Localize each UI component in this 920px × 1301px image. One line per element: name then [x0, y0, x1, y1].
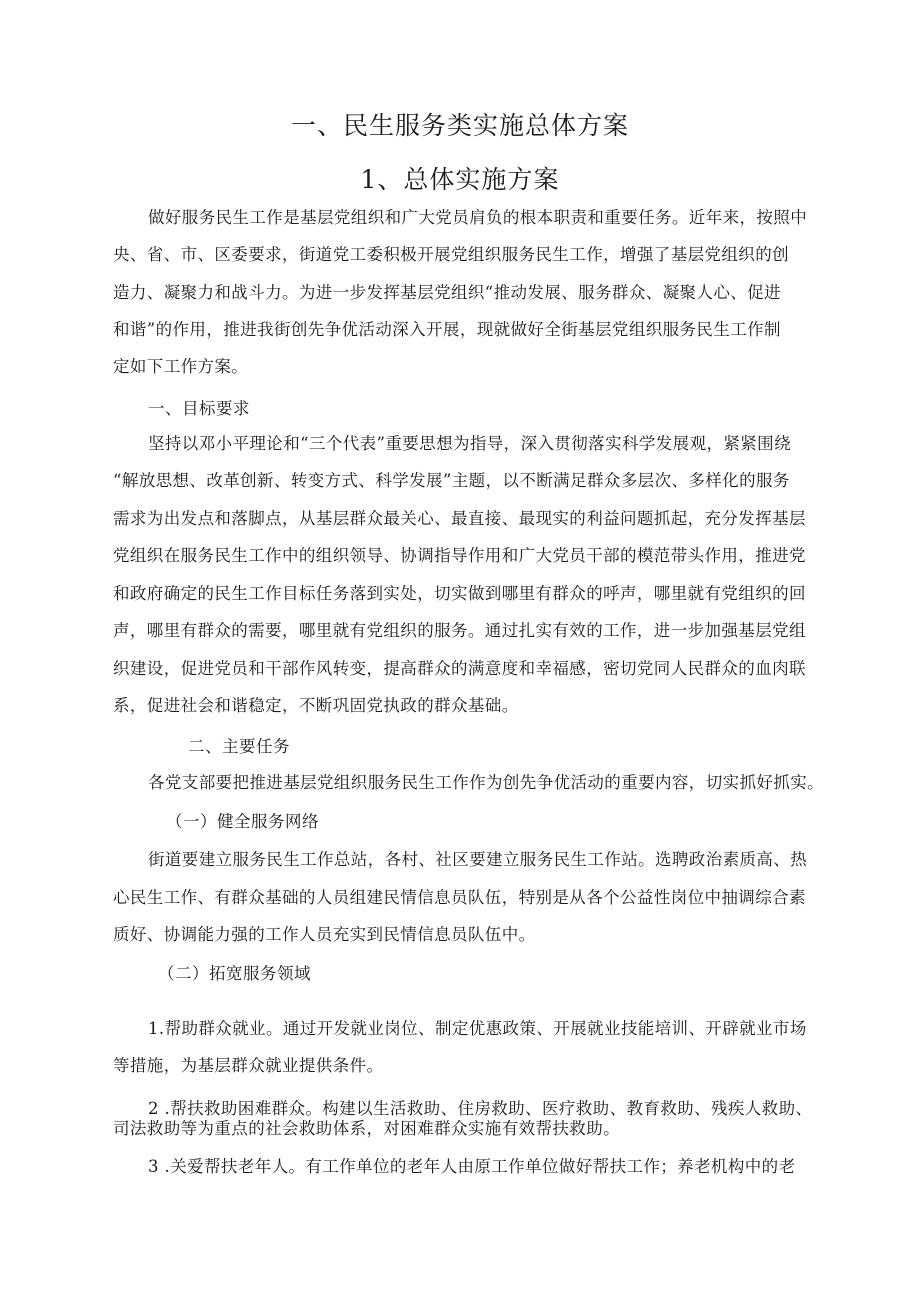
list-item-line: 2 .帮扶救助困难群众。构建以生活救助、住房救助、医疗救助、教育救助、残疾人救助、: [148, 1099, 813, 1118]
paragraph-line: 坚持以邓小平理论和“三个代表”重要思想为指导，深入贯彻落实科学发展观，紧紧围绕: [148, 434, 791, 453]
section-heading: 一、目标要求: [148, 399, 250, 418]
paragraph-line: 声，哪里有群众的需要，哪里就有党组织的服务。通过扎实有效的工作，进一步加强基层党组: [113, 621, 806, 640]
list-item-line: 3 .关爱帮扶老年人。有工作单位的老年人由原工作单位做好帮扶工作；养老机构中的老: [148, 1157, 796, 1176]
intro-line: 定如下工作方案。: [113, 357, 249, 376]
intro-line: 造力、凝聚力和战斗力。为进一步发挥基层党组织“推动发展、服务群众、凝聚人心、促进: [113, 283, 781, 302]
document-subtitle: 1、总体实施方案: [360, 165, 560, 194]
paragraph-line: 党组织在服务民生工作中的组织领导、协调指导作用和广大党员干部的模范带头作用，推进党: [113, 546, 806, 565]
document-title: 一、民生服务类实施总体方案: [290, 111, 629, 140]
paragraph-line: 需求为出发点和落脚点，从基层群众最关心、最直接、最现实的利益问题抓起，充分发挥基层: [113, 509, 806, 528]
paragraph-line: 系，促进社会和谐稳定，不断巩固党执政的群众基础。: [113, 696, 519, 715]
section-heading: 二、主要任务: [188, 737, 290, 756]
paragraph-line: 街道要建立服务民生工作总站，各村、社区要建立服务民生工作站。选聘政治素质高、热: [148, 850, 808, 869]
subsection-heading: （一）健全服务网络: [166, 812, 319, 831]
paragraph-line: “解放思想、改革创新、转变方式、科学发展”主题，以不断满足群众多层次、多样化的服务: [113, 471, 790, 490]
subsection-heading: （二）拓宽服务领域: [158, 964, 311, 983]
intro-line: 央、省、市、区委要求，街道党工委积极开展党组织服务民生工作，增强了基层党组织的创: [113, 245, 789, 264]
paragraph-line: 心民生工作、有群众基础的人员组建民情信息员队伍，特别是从各个公益性岗位中抽调综合素: [113, 888, 806, 907]
paragraph-line: 各党支部要把推进基层党组织服务民生工作作为创先争优活动的重要内容，切实抓好抓实。: [148, 773, 824, 792]
paragraph-line: 质好、协调能力强的工作人员充实到民情信息员队伍中。: [113, 925, 536, 944]
list-item-line: 司法救助等为重点的社会救助体系，对困难群众实施有效帮扶救助。: [113, 1119, 620, 1138]
paragraph-line: 和政府确定的民生工作目标任务落到实处，切实做到哪里有群众的呼声，哪里就有党组织的回: [113, 584, 806, 603]
paragraph-line: 织建设，促进党员和干部作风转变，提高群众的满意度和幸福感，密切党同人民群众的血肉联: [113, 659, 806, 678]
intro-line: 做好服务民生工作是基层党组织和广大党员肩负的根本职责和重要任务。近年来，按照中: [148, 208, 808, 227]
list-item-line: 等措施，为基层群众就业提供条件。: [113, 1056, 384, 1075]
intro-line: 和谐”的作用，推进我街创先争优活动深入开展，现就做好全街基层党组织服务民生工作制: [113, 320, 781, 339]
list-item-line: 1.帮助群众就业。通过开发就业岗位、制定优惠政策、开展就业技能培训、开辟就业市场: [148, 1019, 807, 1038]
